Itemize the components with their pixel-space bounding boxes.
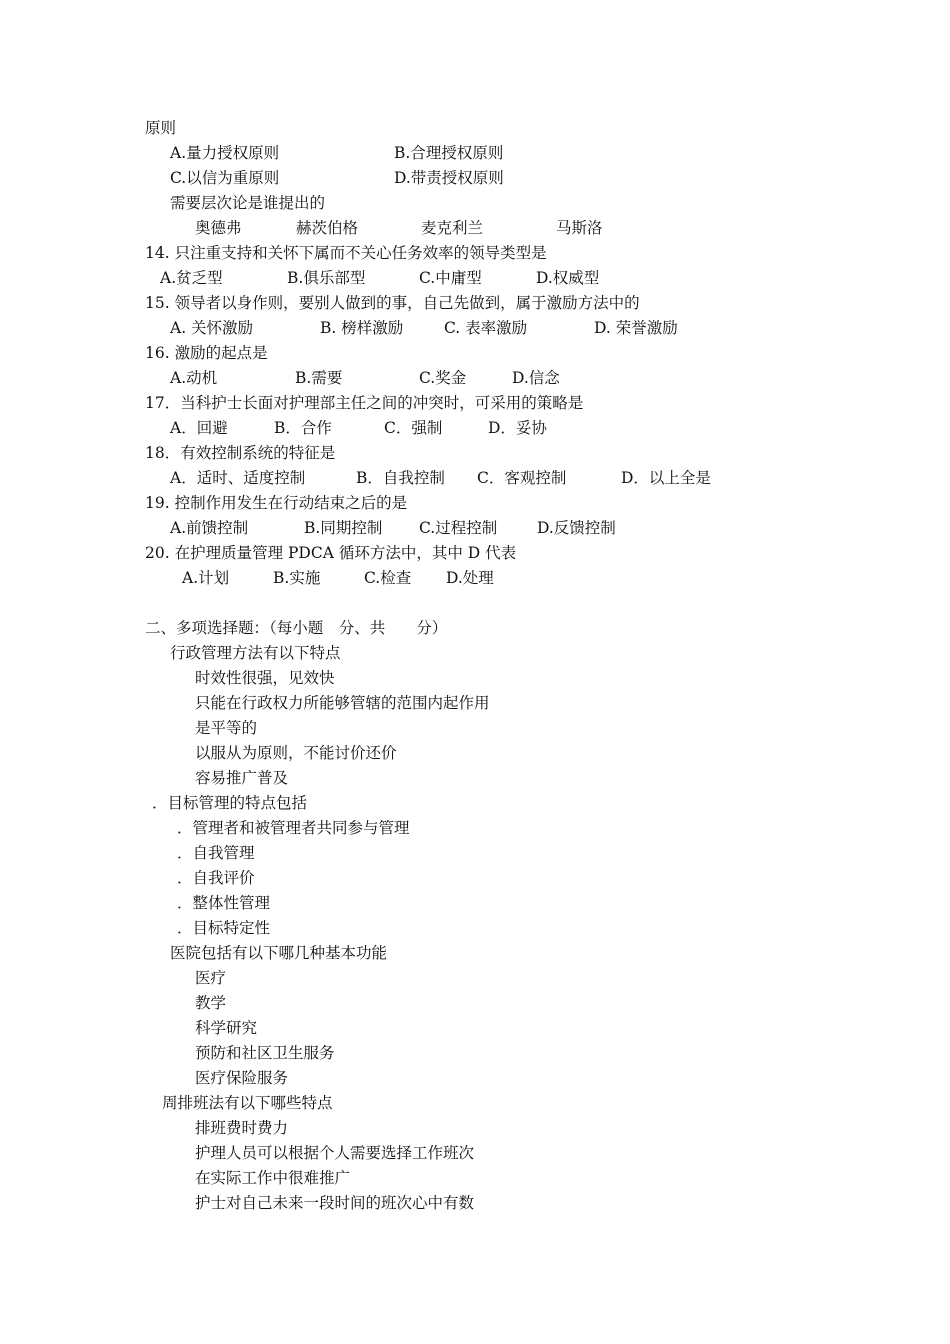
- option-b: B.合理授权原则: [394, 144, 504, 162]
- option-c: C. 表率激励: [444, 319, 528, 337]
- option-c: C.以信为重原则: [170, 169, 280, 187]
- option-e: 医疗保险服务: [195, 1069, 289, 1087]
- option-d: D. 荣誉激励: [594, 319, 678, 337]
- question-stem: 行政管理方法有以下特点: [170, 644, 341, 662]
- question-stem: 17．当科护士长面对护理部主任之间的冲突时，可采用的策略是: [145, 394, 584, 412]
- question-stem: 15. 领导者以身作则，要别人做到的事，自己先做到，属于激励方法中的: [145, 294, 640, 312]
- option-a: A．适时、适度控制: [170, 469, 306, 487]
- option-b: 教学: [195, 994, 227, 1012]
- option-b: B. 榜样激励: [320, 319, 404, 337]
- option-c: C.中庸型: [419, 269, 482, 287]
- option-d: ．整体性管理: [177, 894, 271, 912]
- option-c: 麦克利兰: [421, 219, 484, 237]
- section-title: 二、多项选择题：（每小题 分、共 分）: [145, 619, 448, 637]
- option-a: A.贫乏型: [160, 269, 223, 287]
- option-a: 医疗: [195, 969, 227, 987]
- option-c: C.奖金: [419, 369, 467, 387]
- option-a: A.动机: [170, 369, 218, 387]
- option-c: 在实际工作中很难推广: [195, 1169, 351, 1187]
- option-d: D.权威型: [536, 269, 600, 287]
- option-c: C．客观控制: [477, 469, 567, 487]
- option-c: C.检查: [364, 569, 412, 587]
- option-d: D.带责授权原则: [394, 169, 504, 187]
- option-c: 是平等的: [195, 719, 258, 737]
- option-a: 排班费时费力: [195, 1119, 289, 1137]
- option-d: D．妥协: [488, 419, 547, 437]
- option-d: D．以上全是: [621, 469, 711, 487]
- option-b: ．自我管理: [177, 844, 255, 862]
- question-stem: 19. 控制作用发生在行动结束之后的是: [145, 494, 408, 512]
- option-d: 护士对自己未来一段时间的班次心中有数: [195, 1194, 475, 1212]
- option-a: A.计划: [182, 569, 230, 587]
- option-b: B.实施: [273, 569, 321, 587]
- option-a: A.量力授权原则: [170, 144, 280, 162]
- option-a: 奥德弗: [195, 219, 242, 237]
- option-a: A. 关怀激励: [170, 319, 254, 337]
- option-a: ．管理者和被管理者共同参与管理: [177, 819, 410, 837]
- option-a: A.前馈控制: [170, 519, 249, 537]
- option-d: 预防和社区卫生服务: [195, 1044, 335, 1062]
- option-b: 护理人员可以根据个人需要选择工作班次: [195, 1144, 475, 1162]
- option-b: 赫茨伯格: [296, 219, 359, 237]
- option-b: B.需要: [295, 369, 343, 387]
- option-b: B.同期控制: [304, 519, 383, 537]
- option-c: ．自我评价: [177, 869, 255, 887]
- option-b: B.俱乐部型: [287, 269, 366, 287]
- option-d: 马斯洛: [556, 219, 603, 237]
- question-stem: 16. 激励的起点是: [145, 344, 268, 362]
- option-b: 只能在行政权力所能够管辖的范围内起作用: [195, 694, 490, 712]
- question-stem: 医院包括有以下哪几种基本功能: [170, 944, 388, 962]
- option-b: B．合作: [274, 419, 332, 437]
- option-c: C．强制: [384, 419, 443, 437]
- question-continuation: 原则: [145, 119, 177, 137]
- question-stem: 需要层次论是谁提出的: [170, 194, 326, 212]
- option-c: 科学研究: [195, 1019, 258, 1037]
- option-a: A．回避: [170, 419, 228, 437]
- option-b: B．自我控制: [356, 469, 445, 487]
- question-stem: 18．有效控制系统的特征是: [145, 444, 336, 462]
- option-d: 以服从为原则，不能讨价还价: [195, 744, 397, 762]
- option-e: 容易推广普及: [195, 769, 289, 787]
- option-a: 时效性很强，见效快: [195, 669, 335, 687]
- option-c: C.过程控制: [419, 519, 498, 537]
- option-d: D.反馈控制: [537, 519, 616, 537]
- question-stem: ．目标管理的特点包括: [152, 794, 308, 812]
- option-d: D.信念: [512, 369, 560, 387]
- question-stem: 14. 只注重支持和关怀下属而不关心任务效率的领导类型是: [145, 244, 547, 262]
- question-stem: 20. 在护理质量管理 PDCA 循环方法中，其中 D 代表: [145, 544, 517, 562]
- question-stem: 周排班法有以下哪些特点: [162, 1094, 333, 1112]
- option-d: D.处理: [446, 569, 494, 587]
- option-e: ．目标特定性: [177, 919, 271, 937]
